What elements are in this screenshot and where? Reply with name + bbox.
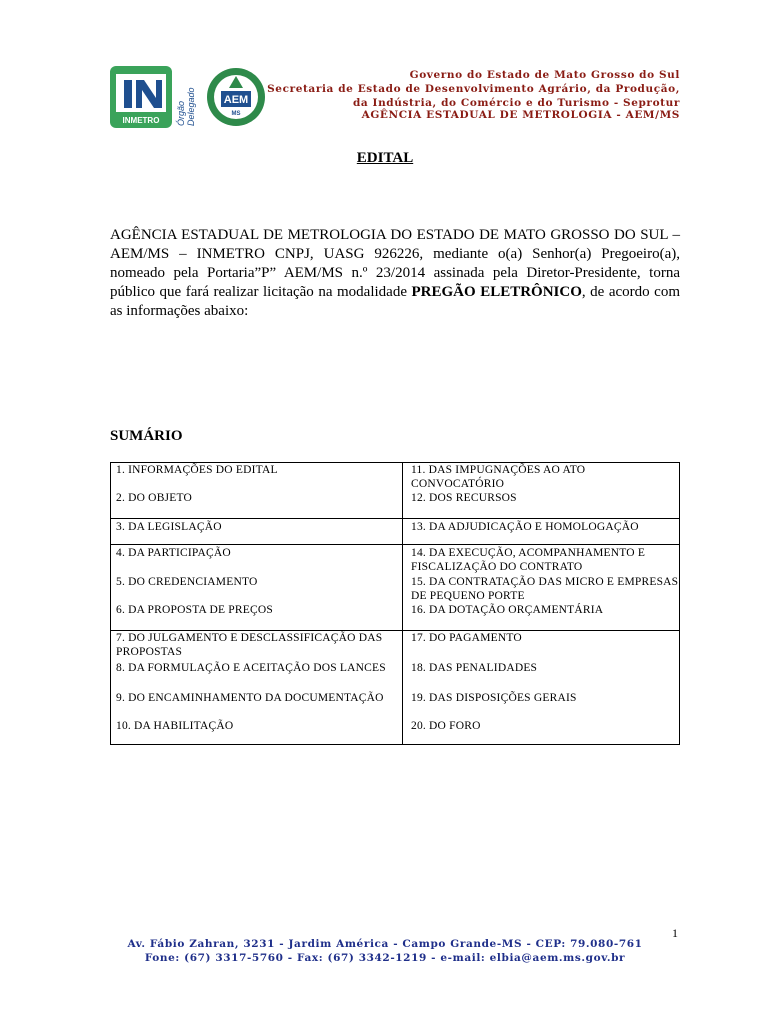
aem-logo-subtext: MS	[231, 111, 241, 117]
orgao-label: Órgão	[176, 100, 186, 126]
toc-item-17: 17. DO PAGAMENTO	[411, 632, 522, 644]
toc-item-2: 2. DO OBJETO	[116, 492, 192, 504]
toc-item-15: 15. DA CONTRATAÇÃO DAS MICRO E EMPRESAS DE PEQUENO PORTE	[411, 576, 679, 602]
toc-item-12: 12. DOS RECURSOS	[411, 492, 517, 504]
aem-logo	[203, 66, 269, 128]
header-line-secretaria: Secretaria de Estado de Desenvolvimento Agrário, da Produção,	[267, 83, 680, 95]
toc-item-9: 9. DO ENCAMINHAMENTO DA DOCUMENTAÇÃO	[116, 692, 384, 704]
toc-item-10: 10. DA HABILITAÇÃO	[116, 720, 234, 732]
toc-item-5: 5. DO CREDENCIAMENTO	[116, 576, 258, 588]
toc-item-3: 3. DA LEGISLAÇÃO	[116, 521, 222, 533]
table-row-divider	[110, 630, 680, 631]
toc-item-18: 18. DAS PENALIDADES	[411, 662, 538, 674]
intro-text-after: , de acordo com as informações abaixo:	[110, 284, 680, 319]
toc-item-19: 19. DAS DISPOSIÇÕES GERAIS	[411, 692, 577, 704]
toc-item-7: 7. DO JULGAMENTO E DESCLASSIFICAÇÃO DAS PROPOSTAS	[116, 632, 383, 658]
intro-text-before: AGÊNCIA ESTADUAL DE METROLOGIA DO ESTADO DE MATO GROSSO DO SUL – AEM/MS – INMETRO CNPJ, UASG 926226, mediante o(a) Senhor(a) Pregoeiro(a), nomeado pela Portaria”P” AEM/MS n.º 23/2014 assinada pela Diretor-Presidente, torna público que fará realizar licitação na modalidade	[110, 227, 680, 300]
toc-item-13: 13. DA ADJUDICAÇÃO E HOMOLOGAÇÃO	[411, 521, 639, 533]
inmetro-logo	[110, 66, 198, 128]
header-line-industria: da Indústria, do Comércio e do Turismo - Seprotur	[352, 97, 680, 109]
table-column-divider	[402, 462, 403, 745]
toc-item-14: 14. DA EXECUÇÃO, ACOMPANHAMENTO E FISCALIZAÇÃO DO CONTRATO	[411, 547, 646, 573]
toc-item-20: 20. DO FORO	[411, 720, 481, 732]
inmetro-logo-text: INMETRO	[122, 116, 160, 125]
footer-address: Av. Fábio Zahran, 3231 - Jardim América - Campo Grande-MS - CEP: 79.080-761	[127, 938, 643, 950]
table-row-divider	[110, 518, 680, 519]
toc-item-6: 6. DA PROPOSTA DE PREÇOS	[116, 604, 273, 616]
delegado-label: Delegado	[186, 87, 196, 126]
sumario-heading: SUMÁRIO	[110, 428, 183, 444]
intro-modality: PREGÃO ELETRÔNICO	[411, 284, 582, 300]
aem-logo-text: AEM	[223, 94, 249, 106]
header-line-government: Governo do Estado de Mato Grosso do Sul	[409, 69, 680, 81]
toc-item-11: 11. DAS IMPUGNAÇÕES AO ATO CONVOCATÓRIO	[411, 464, 586, 490]
toc-item-16: 16. DA DOTAÇÃO ORÇAMENTÁRIA	[411, 604, 604, 616]
page-number: 1	[672, 926, 678, 940]
document-title: EDITAL	[356, 150, 414, 166]
toc-item-4: 4. DA PARTICIPAÇÃO	[116, 547, 231, 559]
footer-contact: Fone: (67) 3317-5760 - Fax: (67) 3342-1219 - e-mail: elbia@aem.ms.gov.br	[144, 952, 626, 964]
toc-item-8: 8. DA FORMULAÇÃO E ACEITAÇÃO DOS LANCES	[116, 662, 386, 674]
table-row-divider	[110, 544, 680, 545]
header-line-agency: AGÊNCIA ESTADUAL DE METROLOGIA - AEM/MS	[361, 109, 680, 121]
toc-item-1: 1. INFORMAÇÕES DO EDITAL	[116, 464, 278, 476]
intro-paragraph	[110, 226, 680, 321]
